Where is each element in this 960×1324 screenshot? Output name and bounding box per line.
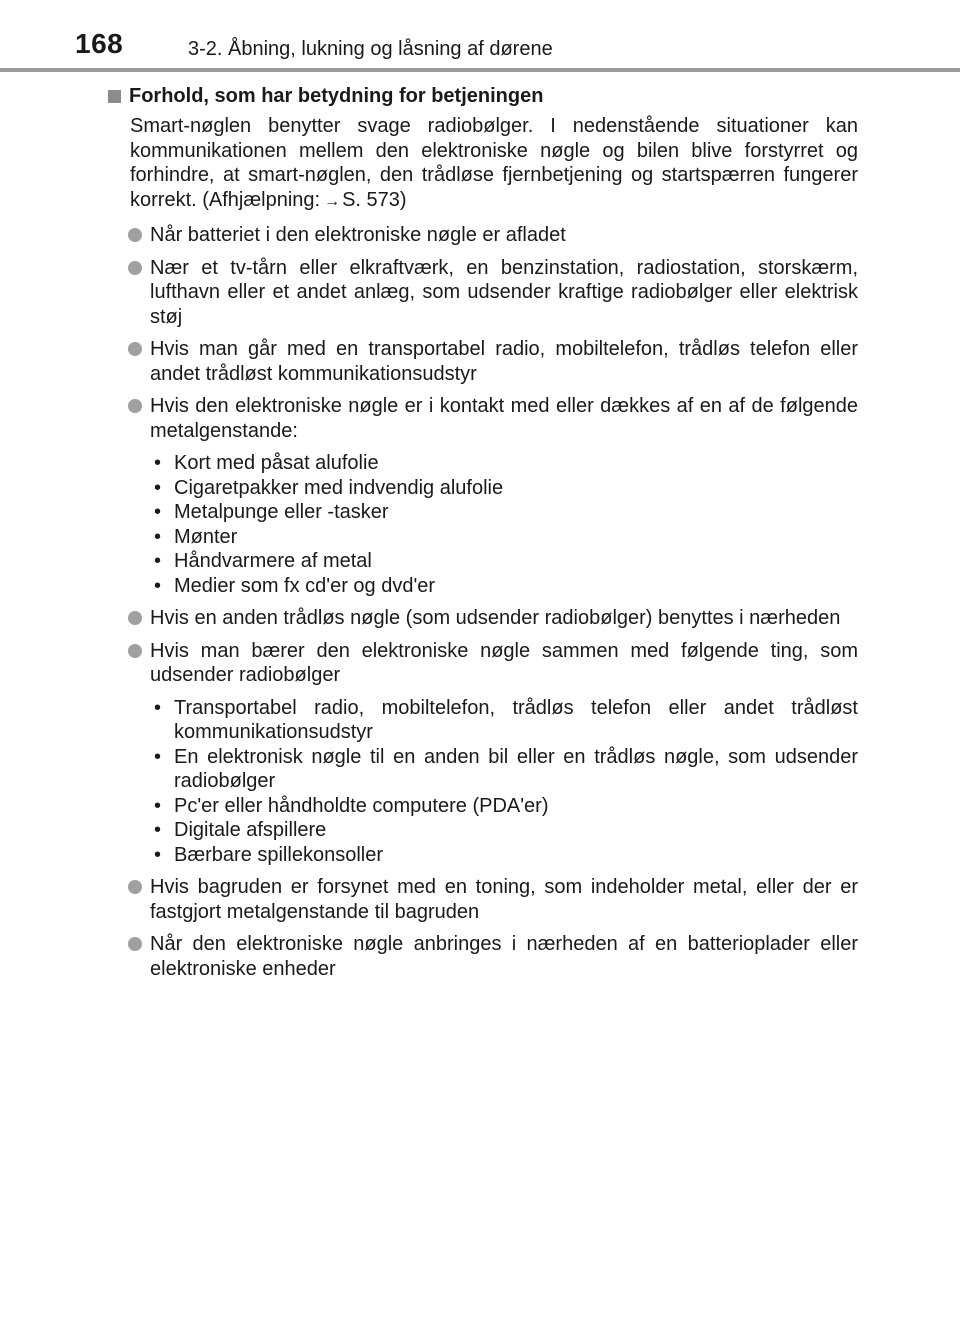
circle-bullet-icon bbox=[128, 644, 142, 658]
circle-bullet-icon bbox=[128, 228, 142, 242]
metal-objects-sublist bbox=[150, 451, 858, 598]
circle-bullet-icon bbox=[128, 880, 142, 894]
sublist-item-text: En elektronisk nøgle til en anden bil eller en trådløs nøgle, som udsender radiobølger bbox=[174, 745, 858, 792]
list-item bbox=[108, 337, 858, 386]
list-item-text: Nær et tv-tårn eller elkraftværk, en benzinstation, radiostation, storskærm, lufthavn eller et andet anlæg, som udsender kraftige radiobølger eller elektrisk støj bbox=[150, 256, 858, 328]
circle-bullet-icon bbox=[128, 342, 142, 356]
circle-bullet-icon bbox=[128, 937, 142, 951]
dot-icon: • bbox=[154, 476, 162, 499]
circle-bullet-icon bbox=[128, 261, 142, 275]
sublist-item-text: Håndvarmere af metal bbox=[174, 550, 372, 572]
dot-icon: • bbox=[154, 696, 162, 719]
sublist-item-text: Cigaretpakker med indvendig alufolie bbox=[174, 476, 504, 499]
sublist-item-text: Bærbare spillekonsoller bbox=[174, 843, 383, 866]
sublist-item bbox=[150, 843, 858, 868]
intro-paragraph bbox=[130, 114, 858, 214]
sublist-item bbox=[150, 818, 858, 843]
chapter-title: 3-2. Åbning, lukning og låsning af dørene bbox=[188, 38, 553, 60]
sublist-item bbox=[150, 525, 858, 550]
page-reference: S. 573) bbox=[342, 188, 407, 211]
sublist-item bbox=[150, 451, 858, 476]
dot-icon: • bbox=[154, 501, 162, 523]
circle-bullet-icon bbox=[128, 399, 142, 413]
intro-text: Smart-nøglen benytter svage radiobølger. I nedenstående situationer kan kommunikationen mellem den elektroniske nøgle og bilen blive forstyrret og forhindre, at smart-nøglen, den trådløse fjernbetjening og startspærren fungerer korrekt. (Afhjælpning: bbox=[130, 115, 858, 211]
list-item-text: Hvis en anden trådløs nøgle (som udsender radiobølger) benyttes i nærheden bbox=[150, 607, 841, 629]
sublist-item-text: Pc'er eller håndholdte computere (PDA'er) bbox=[174, 794, 549, 817]
arrow-right-icon: → bbox=[324, 192, 341, 210]
page-number: 168 bbox=[75, 28, 124, 59]
sublist-item bbox=[150, 476, 858, 501]
circle-bullet-icon bbox=[128, 611, 142, 625]
list-item bbox=[108, 932, 858, 981]
list-item bbox=[108, 606, 858, 631]
dot-icon: • bbox=[154, 550, 162, 572]
sublist-item-text: Metalpunge eller -tasker bbox=[174, 501, 389, 523]
section-heading bbox=[108, 82, 858, 110]
list-item-text: Når den elektroniske nøgle anbringes i nærheden af en batterioplader eller elektroniske enheder bbox=[150, 933, 858, 980]
list-item-text: Når batteriet i den elektroniske nøgle er afladet bbox=[150, 224, 566, 246]
page-content bbox=[108, 82, 858, 989]
header-rule bbox=[0, 68, 960, 72]
sublist-item bbox=[150, 696, 858, 745]
list-item-text: Hvis den elektroniske nøgle er i kontakt med eller dækkes af en af de følgende metalgenstande: bbox=[150, 395, 858, 442]
dot-icon: • bbox=[154, 843, 162, 866]
sublist-item-text: Medier som fx cd'er og dvd'er bbox=[174, 574, 436, 597]
page-header bbox=[0, 0, 960, 72]
sublist-item bbox=[150, 500, 858, 525]
sublist-item-text: Kort med påsat alufolie bbox=[174, 452, 379, 474]
dot-icon: • bbox=[154, 574, 162, 597]
section-heading-text: Forhold, som har betydning for betjeningen bbox=[129, 85, 544, 107]
condition-list bbox=[108, 223, 858, 981]
list-item-text: Hvis bagruden er forsynet med en toning, som indeholder metal, eller der er fastgjort metalgenstande til bagruden bbox=[150, 876, 858, 923]
list-item-text: Hvis man går med en transportabel radio, mobiltelefon, trådløs telefon eller andet trådløst kommunikationsudstyr bbox=[150, 338, 858, 385]
dot-icon: • bbox=[154, 819, 162, 841]
dot-icon: • bbox=[154, 525, 162, 548]
sublist-item-text: Transportabel radio, mobiltelefon, trådløs telefon eller andet trådløst kommunikationsudstyr bbox=[174, 696, 858, 743]
dot-icon: • bbox=[154, 745, 162, 768]
sublist-item bbox=[150, 794, 858, 819]
radio-devices-sublist bbox=[150, 696, 858, 868]
list-item bbox=[108, 256, 858, 330]
square-bullet-icon bbox=[108, 90, 121, 103]
sublist-item-text: Digitale afspillere bbox=[174, 819, 327, 841]
list-item bbox=[108, 394, 858, 443]
list-item-text: Hvis man bærer den elektroniske nøgle sammen med følgende ting, som udsender radiobølger bbox=[150, 639, 858, 686]
list-item bbox=[108, 223, 858, 248]
list-item bbox=[108, 875, 858, 924]
sublist-item-text: Mønter bbox=[174, 525, 238, 548]
sublist-item bbox=[150, 745, 858, 794]
dot-icon: • bbox=[154, 452, 162, 474]
sublist-item bbox=[150, 574, 858, 599]
sublist-item bbox=[150, 549, 858, 574]
dot-icon: • bbox=[154, 794, 162, 817]
list-item bbox=[108, 639, 858, 688]
